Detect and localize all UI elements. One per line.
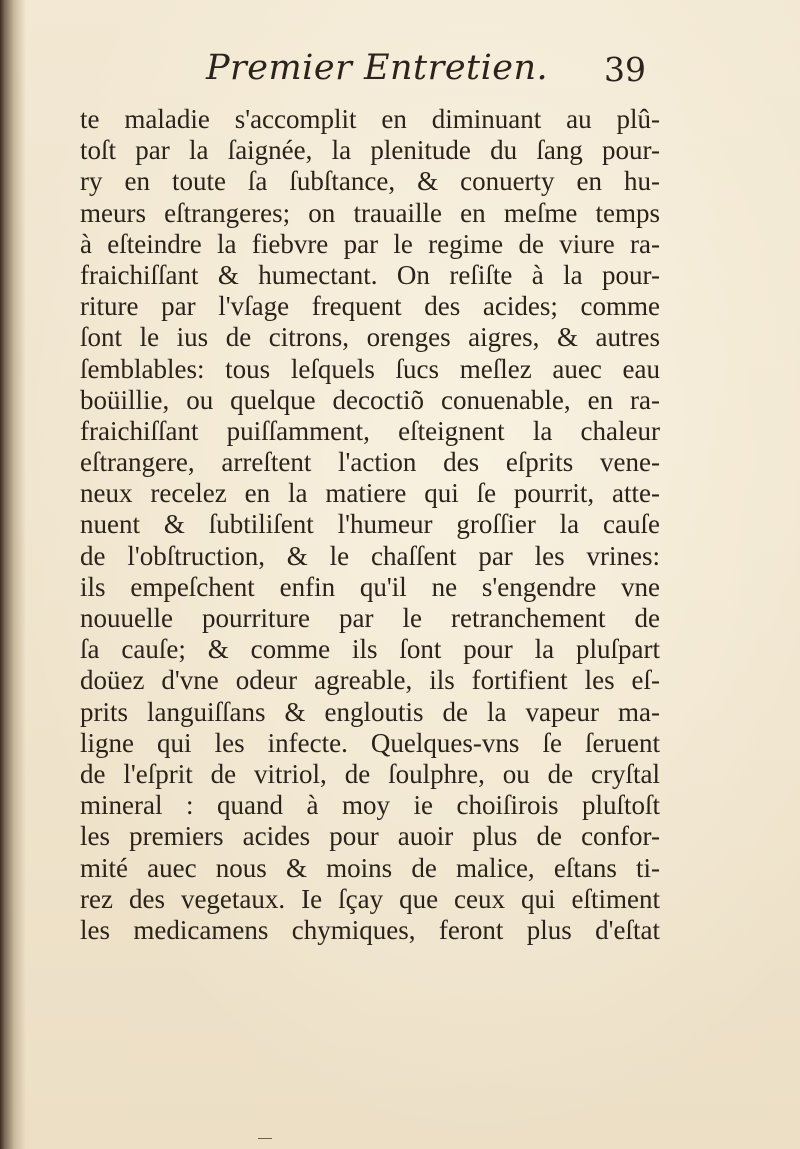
text-line: fraichiſſant & humectant. On reſiſte à la pour-: [80, 259, 660, 290]
text-line: boüillie, ou quelque decoctiõ conuenable, en ra-: [80, 384, 660, 415]
text-line: mineral : quand à moy ie choiſirois pluſtoſt: [80, 790, 660, 821]
text-line: ligne qui les infecte. Quelques-vns ſe ſeruent: [80, 727, 660, 758]
page-number: 39: [604, 50, 646, 89]
text-line: prits languiſſans & engloutis de la vapeur ma-: [80, 696, 660, 727]
text-line: rez des vegetaux. Ie ſçay que ceux qui eſtiment: [80, 883, 660, 914]
text-line: de l'obſtruction, & le chaſſent par les vrines:: [80, 540, 660, 571]
text-line: ils empeſchent enfin qu'il ne s'engendre vne: [80, 571, 660, 602]
body-text: [80, 104, 660, 946]
text-line: te maladie s'accomplit en diminuant au plû-: [80, 104, 660, 134]
text-line: de l'eſprit de vitriol, de ſoulphre, ou de cryſtal: [80, 758, 660, 789]
text-line: fraichiſſant puiſſamment, eſteignent la chaleur: [80, 415, 660, 446]
text-line: neux recelez en la matiere qui ſe pourrit, atte-: [80, 478, 660, 509]
text-line: doüez d'vne odeur agreable, ils fortifient les eſ-: [80, 665, 660, 696]
text-line: mité auec nous & moins de malice, eſtans ti-: [80, 852, 660, 883]
running-head: Premier Entretien.: [206, 48, 549, 88]
text-line: riture par l'vſage frequent des acides; comme: [80, 291, 660, 322]
text-line: les premiers acides pour auoir plus de confor-: [80, 821, 660, 852]
text-line: ry en toute ſa ſubſtance, & conuerty en hu-: [80, 166, 660, 197]
text-line: toſt par la ſaignée, la plenitude du ſang pour-: [80, 135, 660, 166]
text-line: nuent & ſubtiliſent l'humeur groſſier la cauſe: [80, 509, 660, 540]
page-header: [206, 48, 646, 98]
text-line: les medicamens chymiques, feront plus d'eſtat: [80, 914, 660, 945]
text-line: à eſteindre la fiebvre par le regime de viure ra-: [80, 228, 660, 259]
footer-mark: [258, 1138, 272, 1139]
text-line: meurs eſtrangeres; on trauaille en meſme temps: [80, 197, 660, 228]
text-line: nouuelle pourriture par le retranchement de: [80, 603, 660, 633]
binding-gutter: [0, 0, 26, 1149]
text-line: ſa cauſe; & comme ils ſont pour la pluſpart: [80, 634, 660, 665]
text-line: ſemblables: tous leſquels ſucs meſlez auec eau: [80, 353, 660, 384]
text-line: eſtrangere, arreſtent l'action des eſprits vene-: [80, 447, 660, 478]
text-line: ſont le ius de citrons, orenges aigres, & autres: [80, 322, 660, 353]
